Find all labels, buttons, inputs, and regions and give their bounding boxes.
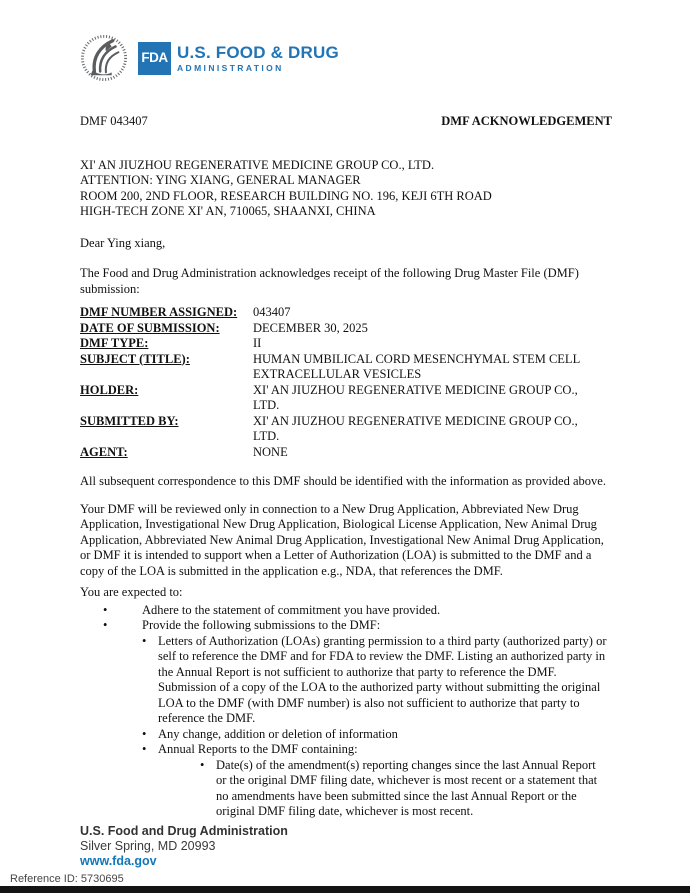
list-item-text: Letters of Authorization (LOAs) granting permission to a third party (authorized party) or self to reference the DMF and for FDA to review the DMF. Listing an authorized party in the Annual Report is not sufficient to authorize that party to reference the DMF. Submission of a copy of the LOA to the authorized party without submitting the original LOA to the DMF (with DMF number) is also not sufficient to authorize that party to reference the DMF. bbox=[158, 633, 607, 725]
hhs-eagle-icon bbox=[80, 34, 128, 82]
expectations-list bbox=[80, 603, 612, 820]
fda-website-link[interactable]: www.fda.gov bbox=[80, 853, 157, 868]
detail-label: SUBMITTED BY: bbox=[80, 413, 179, 428]
recipient-city: HIGH-TECH ZONE XI' AN, 710065, SHAANXI, CHINA bbox=[80, 204, 376, 218]
fda-wordmark-line2: ADMINISTRATION bbox=[177, 62, 284, 73]
bullet-icon: • bbox=[142, 633, 147, 648]
footer-organization: U.S. Food and Drug Administration bbox=[80, 823, 288, 838]
list-item bbox=[80, 727, 612, 743]
detail-label: HOLDER: bbox=[80, 382, 139, 397]
recipient-street: ROOM 200, 2ND FLOOR, RESEARCH BUILDING NO. 196, KEJI 6TH ROAD bbox=[80, 188, 492, 203]
salutation: Dear Ying xiang, bbox=[80, 235, 166, 250]
recipient-company: XI' AN JIUZHOU REGENERATIVE MEDICINE GROUP CO., LTD. bbox=[80, 157, 435, 172]
detail-value: II bbox=[253, 336, 262, 350]
detail-label: DMF TYPE: bbox=[80, 336, 149, 350]
detail-label: DMF NUMBER ASSIGNED: bbox=[80, 305, 238, 319]
detail-label: SUBJECT (TITLE): bbox=[80, 351, 190, 366]
dmf-number: DMF 043407 bbox=[80, 114, 148, 128]
bullet-icon: • bbox=[142, 742, 147, 756]
dmf-details-table bbox=[80, 305, 612, 460]
fda-logo bbox=[80, 34, 612, 82]
recipient-attention: ATTENTION: YING XIANG, GENERAL MANAGER bbox=[80, 173, 361, 187]
fda-wordmark bbox=[177, 44, 339, 73]
detail-value: NONE bbox=[253, 444, 288, 459]
page-bottom-bar bbox=[0, 886, 690, 893]
review-paragraph: Your DMF will be reviewed only in connection to a New Drug Application, Abbreviated New Drug Application, Investigational New Drug Application, Biological License Application, New Animal Drug Application, Abbreviated New Animal Drug Application, Investigational New Animal Drug Application, or DMF it is intended to support when a Letter of Authorization (LOA) is submitted to the DMF and a copy of the LOA is submitted in the application e.g., NDA, that references the DMF. bbox=[80, 501, 604, 578]
document-title: DMF ACKNOWLEDGEMENT bbox=[441, 114, 612, 128]
footer-address: Silver Spring, MD 20993 bbox=[80, 838, 216, 853]
document-header bbox=[80, 114, 612, 130]
detail-value: 043407 bbox=[253, 305, 291, 319]
detail-value: HUMAN UMBILICAL CORD MESENCHYMAL STEM CELL EXTRACELLULAR VESICLES bbox=[253, 351, 580, 381]
correspondence-paragraph: All subsequent correspondence to this DMF should be identified with the information as provided above. bbox=[80, 474, 606, 488]
list-item bbox=[80, 758, 612, 820]
list-item-text: Annual Reports to the DMF containing: bbox=[158, 742, 358, 756]
detail-label: DATE OF SUBMISSION: bbox=[80, 320, 220, 335]
detail-value: DECEMBER 30, 2025 bbox=[253, 320, 368, 335]
list-item bbox=[80, 603, 612, 619]
fda-wordmark-line1: U.S. FOOD & DRUG bbox=[177, 42, 339, 62]
list-item bbox=[80, 742, 612, 758]
expectations-intro: You are expected to: bbox=[80, 585, 183, 599]
letter-footer bbox=[80, 824, 612, 869]
bullet-icon: • bbox=[200, 757, 205, 772]
fda-box-logo: FDA bbox=[138, 42, 171, 75]
detail-label: AGENT: bbox=[80, 444, 128, 459]
intro-paragraph: The Food and Drug Administration acknowledges receipt of the following Drug Master File (DMF) submission: bbox=[80, 266, 579, 296]
detail-value: XI' AN JIUZHOU REGENERATIVE MEDICINE GROUP CO., LTD. bbox=[253, 413, 578, 443]
list-item bbox=[80, 634, 612, 727]
list-item-text: Provide the following submissions to the DMF: bbox=[142, 618, 381, 632]
list-item-text: Any change, addition or deletion of information bbox=[158, 726, 398, 741]
bullet-icon: • bbox=[103, 618, 108, 632]
list-item-text: Date(s) of the amendment(s) reporting changes since the last Annual Report or the original DMF filing date, whichever is most recent or a statement that no amendments have been submitted since the last Annual Report or the original DMF filing date, whichever is most recent. bbox=[216, 757, 598, 818]
bullet-icon: • bbox=[142, 726, 147, 741]
reference-id: Reference ID: 5730695 bbox=[10, 873, 124, 885]
bullet-icon: • bbox=[103, 602, 108, 617]
list-item bbox=[80, 618, 612, 634]
list-item-text: Adhere to the statement of commitment you have provided. bbox=[142, 602, 441, 617]
recipient-address bbox=[80, 158, 612, 220]
detail-value: XI' AN JIUZHOU REGENERATIVE MEDICINE GROUP CO., LTD. bbox=[253, 382, 578, 412]
